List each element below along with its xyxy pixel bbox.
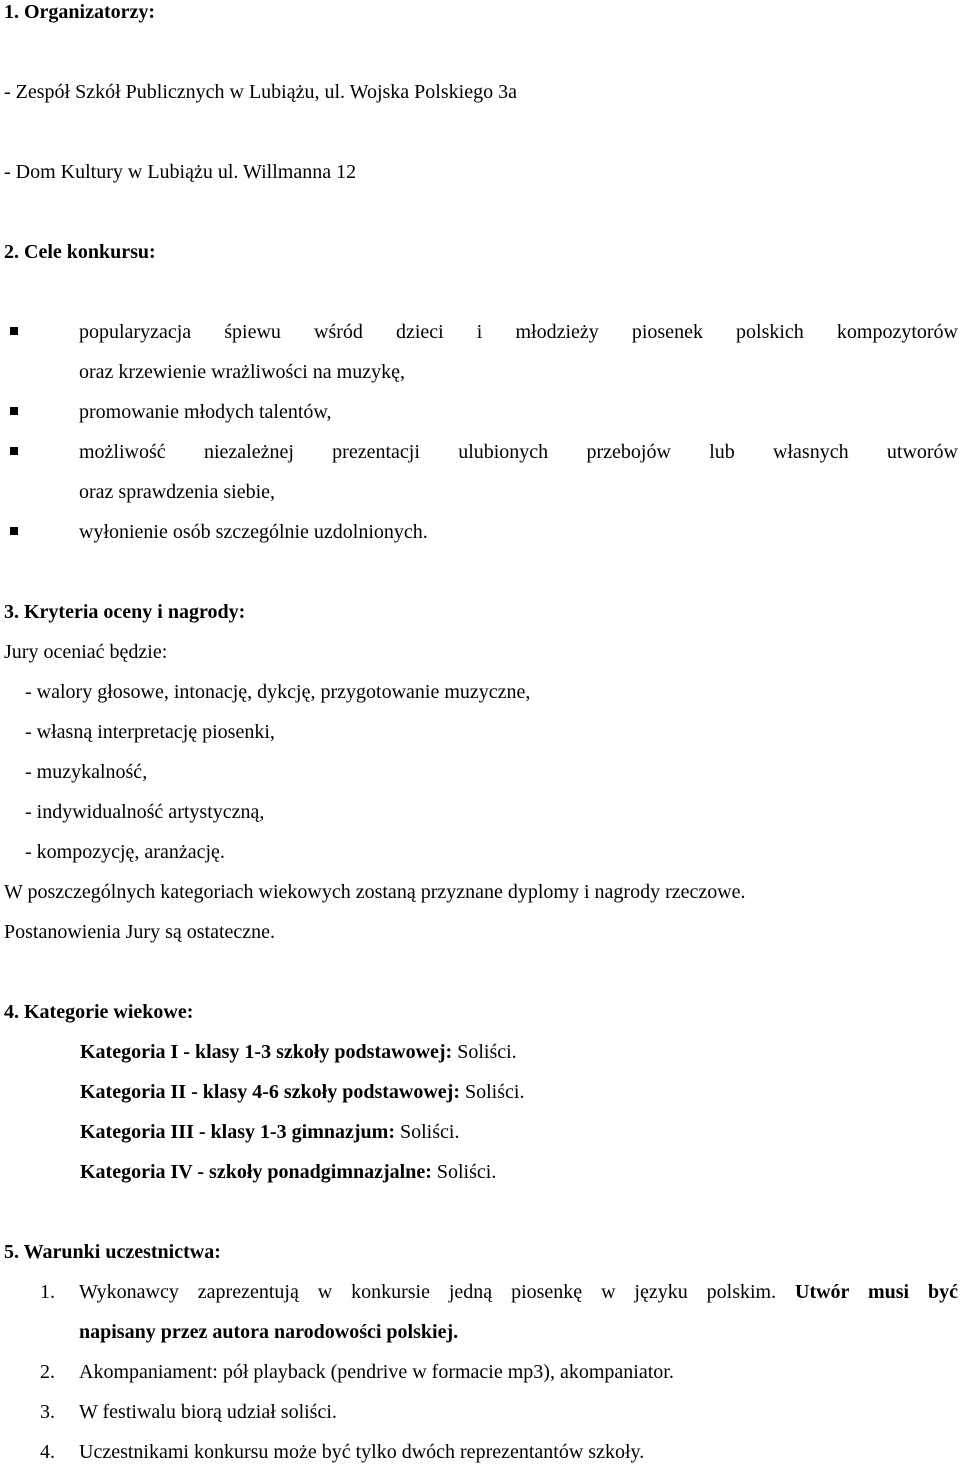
goal-item-line-2: oraz krzewienie wrażliwości na muzykę, [79, 361, 405, 383]
condition-item [4, 1392, 958, 1432]
section-1-heading: 1. Organizatorzy: [4, 1, 156, 23]
bullet-square-icon [10, 527, 18, 535]
criteria-item: - kompozycję, aranżację. [25, 841, 225, 863]
condition-item [4, 1432, 958, 1472]
age-category [4, 1072, 958, 1112]
condition-text: Akompaniament: pół playback (pendrive w formacie mp3), akompaniator. [79, 1361, 674, 1383]
age-category [4, 1152, 958, 1192]
bullet-square-icon [10, 327, 18, 335]
age-category [4, 1112, 958, 1152]
goal-item-line-2: oraz sprawdzenia siebie, [79, 481, 276, 503]
goal-item [4, 312, 958, 392]
bullet-square-icon [10, 407, 18, 415]
age-category-type: Soliści. [394, 1121, 460, 1143]
goal-item [4, 512, 958, 552]
document-page [4, 0, 958, 1472]
section-3-heading: 3. Kryteria oceny i nagrody: [4, 601, 246, 623]
age-category-name: Kategoria II - klasy 4-6 szkoły podstawowej: [80, 1081, 460, 1103]
jury-intro: Jury oceniać będzie: [4, 641, 168, 663]
condition-text: Uczestnikami konkursu może być tylko dwóch reprezentantów szkoły. [79, 1441, 645, 1463]
condition-number: 3. [40, 1401, 55, 1423]
conditions-list [4, 1272, 958, 1472]
goal-item [4, 392, 958, 432]
age-category-type: Soliści. [452, 1041, 517, 1063]
condition-item-line-1 [79, 1272, 958, 1312]
goals-list [4, 312, 958, 552]
criteria-item: - indywidualność artystyczną, [25, 801, 265, 823]
organizer-1: - Zespół Szkół Publicznych w Lubiążu, ul. Wojska Polskiego 3a [4, 81, 517, 103]
jury-decision-paragraph: Postanowienia Jury są ostateczne. [4, 921, 276, 943]
goal-item-line-1: możliwość niezależnej prezentacji ulubionych przebojów lub własnych utworów [79, 441, 958, 463]
organizer-2: - Dom Kultury w Lubiążu ul. Willmanna 12 [4, 161, 357, 183]
condition-number: 1. [40, 1281, 55, 1303]
age-category-type: Soliści. [431, 1161, 497, 1183]
condition-number: 2. [40, 1361, 55, 1383]
age-category-name: Kategoria IV - szkoły ponadgimnazjalne: [80, 1161, 432, 1183]
bullet-square-icon [10, 447, 18, 455]
condition-number: 4. [40, 1441, 55, 1463]
goal-item-line-1: popularyzacja śpiewu wśród dzieci i młodzieży piosenek polskich kompozytorów [79, 321, 958, 343]
section-2-heading: 2. Cele konkursu: [4, 241, 156, 263]
condition-bold-text: Utwór musi być [795, 1281, 958, 1303]
section-4-heading: 4. Kategorie wiekowe: [4, 1001, 194, 1023]
goal-item-line-1: promowanie młodych talentów, [79, 401, 332, 423]
age-category-name: Kategoria I - klasy 1-3 szkoły podstawowej: [80, 1041, 453, 1063]
criteria-item: - walory głosowe, intonację, dykcję, przygotowanie muzyczne, [25, 681, 531, 703]
criteria-item: - własną interpretację piosenki, [25, 721, 275, 743]
age-category-name: Kategoria III - klasy 1-3 gimnazjum: [80, 1121, 395, 1143]
prizes-paragraph: W poszczególnych kategoriach wiekowych zostaną przyznane dyplomy i nagrody rzeczowe. [4, 881, 746, 903]
section-5-heading: 5. Warunki uczestnictwa: [4, 1241, 221, 1263]
condition-item [4, 1352, 958, 1392]
goal-item-line-1: wyłonienie osób szczególnie uzdolnionych. [79, 521, 428, 543]
goal-item [4, 432, 958, 512]
age-category-type: Soliści. [460, 1081, 525, 1103]
age-category [4, 1032, 958, 1072]
condition-bold-text-line-2: napisany przez autora narodowości polskiej. [79, 1321, 459, 1343]
condition-item [4, 1272, 958, 1352]
condition-text: Wykonawcy zaprezentują w konkursie jedną piosenkę w języku polskim. [79, 1281, 795, 1303]
criteria-item: - muzykalność, [25, 761, 148, 783]
condition-text: W festiwalu biorą udział soliści. [79, 1401, 337, 1423]
